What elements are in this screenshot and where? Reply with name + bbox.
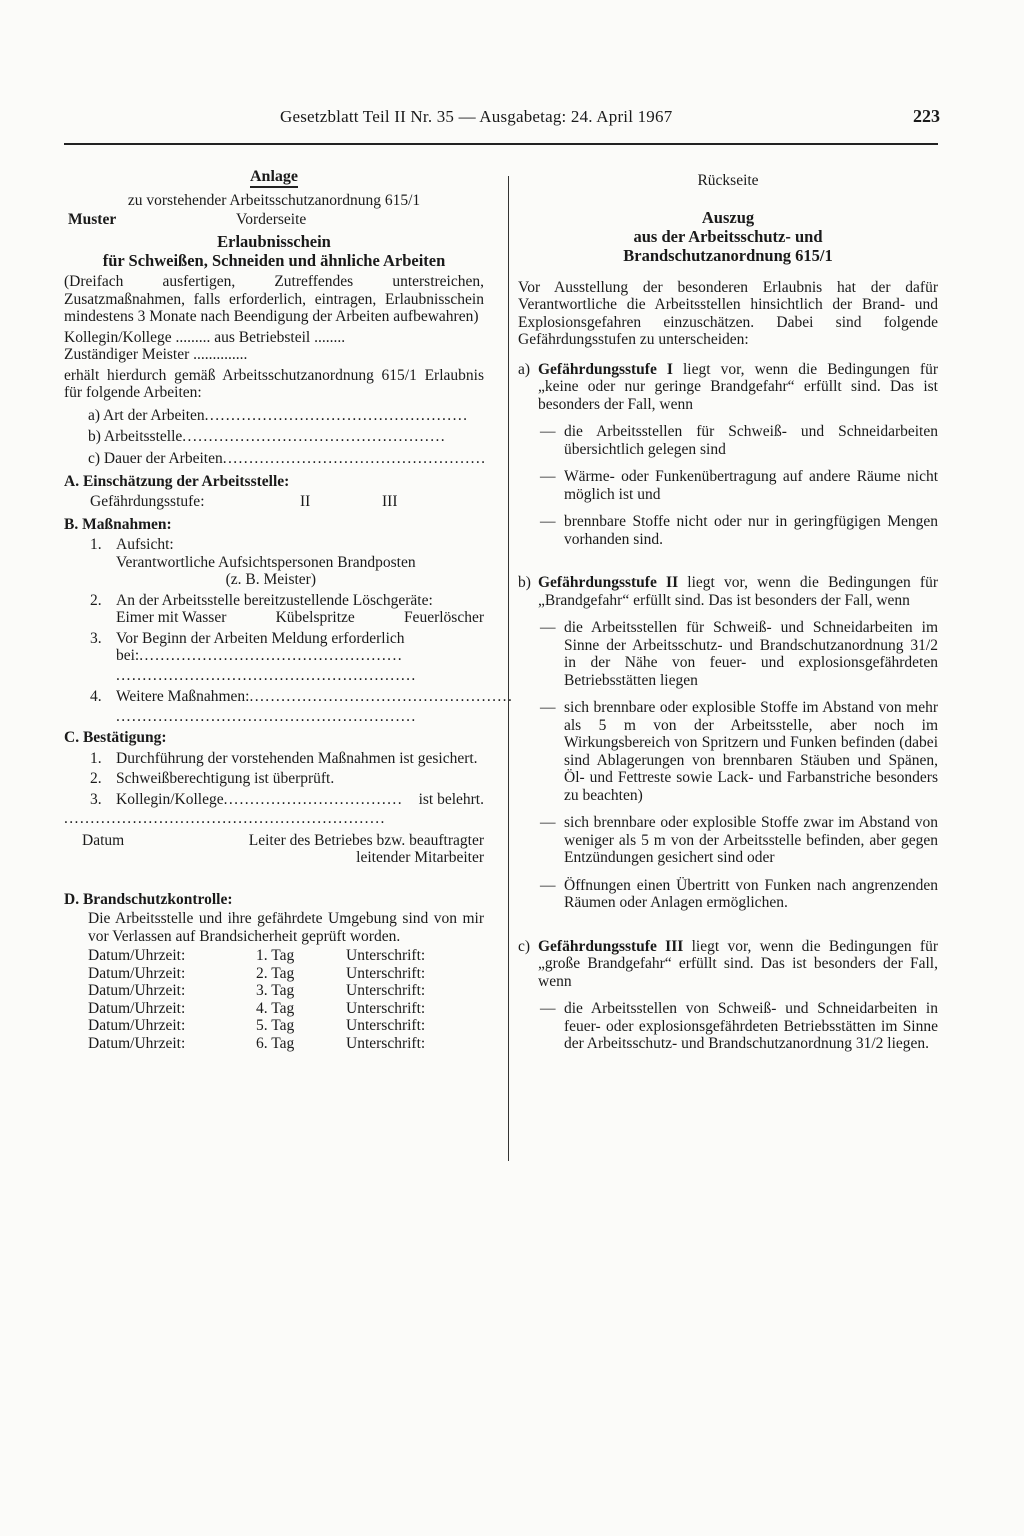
arbeitsstelle-line: b) Arbeitsstelle ..................................................	[88, 428, 447, 445]
b1-item: 1. Aufsicht: Verantwortliche Aufsichtspersonen Brandposten (z. B. Meister)	[90, 536, 416, 588]
kollegin-line: Kollegin/Kollege ......... aus Betriebsteil ........	[64, 328, 346, 346]
form-instructions: (Dreifach ausfertigen, Zutreffendes unterstreichen, Zusatzmaßnahmen, falls erforderlich, eintragen, Erlaubnisschein mindestens 3 Monate nach Beendigung der Arbeiten aufbewahren)	[64, 273, 484, 325]
signature-dotted-line: .............................................................	[64, 810, 386, 827]
section-b-title: B. Maßnahmen:	[64, 515, 172, 533]
table-row: Datum/Uhrzeit: 4. Tag Unterschrift:	[88, 999, 426, 1017]
list-item: — sich brennbare oder explosible Stoffe im Abstand von mehr als 5 m von der Arbeitsstelle, aber noch im Wirkungsbereich von Spritzern und Funken befinden (dabei sind Ablagerungen von brennbaren Stäuben und Spänen, Öl- und Fettreste sowie Lack- und Farbanstriche besonders zu beachten)	[540, 699, 938, 804]
stufe-ii: II	[300, 492, 311, 510]
auszug-title: Auszug	[701, 207, 755, 227]
section-a-title: A. Einschätzung der Arbeitsstelle:	[64, 473, 290, 490]
b4-dotted-line: .........................................................	[116, 707, 417, 725]
list-item: — sich brennbare oder explosible Stoffe zwar im Abstand von weniger als 5 m von der Arbeitsstelle befinden, aber gegen Entzündungen gesichert sind oder	[540, 814, 938, 866]
datum-label: Datum	[82, 831, 125, 849]
intro-paragraph: Vor Ausstellung der besonderen Erlaubnis hat der dafür Verantwortliche die Arbeitsstellen hinsichtlich der Brand- und Explosionsgefahren einzuschätzen. Dabei sind folgende Gefährdungsstufen zu unterscheiden:	[518, 278, 938, 348]
vorderseite-label: Vorderseite	[236, 211, 307, 228]
art-der-arbeiten-line: a) Art der Arbeiten ..................................................	[88, 406, 469, 424]
muster-row	[64, 209, 484, 228]
table-row: Datum/Uhrzeit: 6. Tag Unterschrift:	[88, 1034, 426, 1052]
section-d-title: D. Brandschutzkontrolle:	[64, 890, 233, 908]
eimer-option: Eimer mit Wasser	[116, 609, 227, 626]
gefaehrdungsstufe-label: Gefährdungsstufe:	[90, 492, 205, 510]
stufe-iii: III	[382, 492, 398, 510]
section-c	[64, 729, 484, 888]
auszug-subtitle-1: aus der Arbeitsschutz- und	[633, 226, 823, 246]
table-row: Datum/Uhrzeit: 3. Tag Unterschrift:	[88, 982, 426, 999]
list-item: — die Arbeitsstellen von Schweiß- und Schneidarbeiten in feuer- oder explosionsgefährdeten Betriebsstätten im Sinne der Arbeitsschutz- und Brandschutzanordnung 31/2 liegen.	[540, 1000, 938, 1052]
kuebelspritze-option: Kübelspritze	[275, 609, 355, 626]
list-item: — die Arbeitsstellen für Schweiß- und Schneidarbeiten übersichtlich gelegen sind	[540, 423, 938, 458]
rueckseite-label: Rückseite	[697, 172, 759, 189]
section-d	[64, 891, 484, 1053]
form-title: Erlaubnisschein	[217, 232, 331, 251]
b3-item: 3. Vor Beginn der Arbeiten Meldung erforderlich bei: .................................................. .........................................................	[90, 629, 417, 684]
header-rule	[64, 143, 938, 145]
list-item: — brennbare Stoffe nicht oder nur in geringfügigen Mengen vorhanden sind.	[540, 513, 938, 548]
page-number: 223	[913, 106, 940, 126]
list-item: — Wärme- oder Funkenübertragung auf andere Räume nicht möglich ist und	[540, 468, 938, 503]
auszug-subtitle-2: Brandschutzanordnung 615/1	[623, 245, 833, 265]
section-a	[64, 473, 484, 513]
column-divider	[508, 176, 509, 1161]
table-row: Datum/Uhrzeit: 1. Tag Unterschrift:	[88, 947, 426, 964]
c2-item: 2. Schweißberechtigung ist überprüft.	[90, 770, 335, 787]
stufe-iii-item: c) Gefährdungsstufe III liegt vor, wenn die Bedingungen für „große Brandgefahr“ erfüllt sind. Das ist besonders der Fall, wenn	[518, 937, 938, 990]
anlage-subtitle: zu vorstehender Arbeitsschutzanordnung 615/1	[127, 191, 421, 209]
table-row: Datum/Uhrzeit: 5. Tag Unterschrift:	[88, 1017, 426, 1034]
meister-line: Zuständiger Meister ..............	[64, 346, 248, 363]
muster-label: Muster	[68, 211, 117, 228]
table-row: Datum/Uhrzeit: 2. Tag Unterschrift:	[88, 964, 426, 982]
kontrolle-table	[88, 947, 484, 1052]
list-item: — Öffnungen einen Übertritt von Funken nach angrenzenden Räumen oder Anlagen ermöglichen.	[540, 876, 938, 911]
b2-item: 2. An der Arbeitsstelle bereitzustellende Löschgeräte: Eimer mit Wasser Kübelspritze Feuerlöscher	[90, 591, 484, 626]
section-c-title: C. Bestätigung:	[64, 729, 167, 746]
c3-item: 3. Kollegin/Kollege .................................. ist belehrt.	[90, 790, 484, 808]
right-column	[518, 172, 938, 1053]
list-item: — die Arbeitsstellen für Schweiß- und Schneidarbeiten im Sinne der Arbeitsschutz- und Brandschutzanordnung 31/2 in der Nähe von feuer- und explosionsgefährdeten Betriebsstätten liegen	[540, 619, 938, 689]
erhaelt-text: erhält hierdurch gemäß Arbeitsschutzanordnung 615/1 Erlaubnis für folgende Arbeiten:	[64, 366, 484, 401]
b4-item: 4. Weitere Maßnahmen: ..................................................	[90, 688, 514, 705]
feuerloescher-option: Feuerlöscher	[403, 609, 484, 626]
header-title: Gesetzblatt Teil II Nr. 35 — Ausgabetag: 24. April 1967	[280, 107, 673, 126]
section-d-text: Die Arbeitsstelle und ihre gefährdete Umgebung sind von mir vor Verlassen auf Brandsicherheit geprüft worden.	[88, 910, 484, 945]
form-subtitle: für Schweißen, Schneiden und ähnliche Arbeiten	[102, 251, 446, 270]
anlage-heading: Anlage	[64, 168, 484, 186]
leiter-label: Leiter des Betriebes bzw. beauftragter leitender Mitarbeiter	[248, 831, 484, 866]
stufe-i-item: a) Gefährdungsstufe I liegt vor, wenn die Bedingungen für „keine oder nur geringe Brandgefahr“ erfüllt sind. Das ist besonders der Fall, wenn	[518, 360, 938, 413]
dauer-line: c) Dauer der Arbeiten ..................................................	[88, 449, 487, 467]
left-column	[64, 168, 514, 1052]
section-b	[64, 515, 514, 726]
c1-item: 1. Durchführung der vorstehenden Maßnahmen ist gesichert.	[90, 749, 478, 767]
stufe-ii-item: b) Gefährdungsstufe II liegt vor, wenn die Bedingungen für „Brandgefahr“ erfüllt sind. Das ist besonders der Fall, wenn	[518, 574, 938, 609]
